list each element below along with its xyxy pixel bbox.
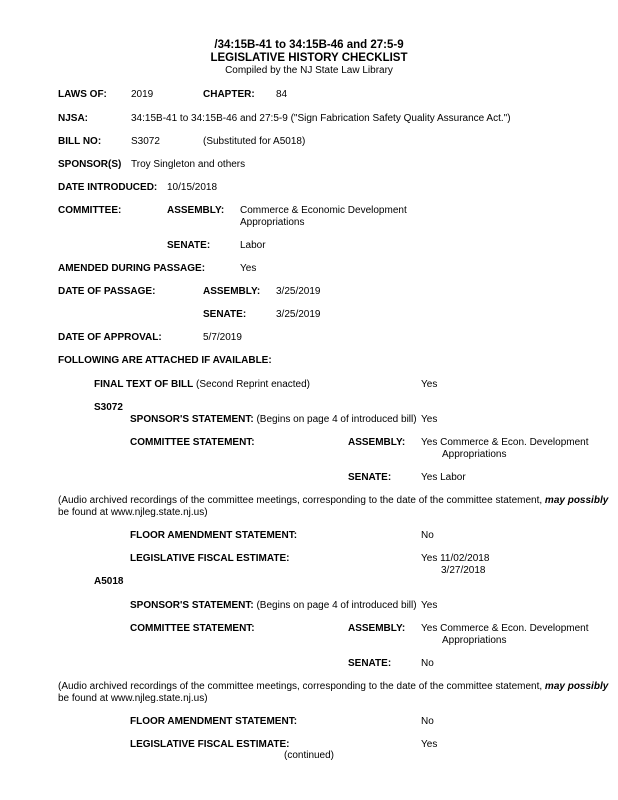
sponsors-value: Troy Singleton and others [131,159,246,170]
amended-label: AMENDED DURING PASSAGE: [58,263,206,274]
a5018-assembly-line2: Appropriations [442,635,507,646]
s3072-fiscal-line1: Yes 11/02/2018 [421,553,490,564]
s3072-sponsor-value: Yes [421,414,438,425]
final-text-row [94,379,310,391]
s3072-audio-note-emphasis: may possibly [544,495,609,506]
passage-label: DATE OF PASSAGE: [58,286,156,297]
passage-assembly-value: 3/25/2019 [276,286,321,297]
a5018-fiscal-value: Yes [421,739,438,750]
date-introduced-value: 10/15/2018 [167,182,218,193]
committee-label: COMMITTEE: [58,205,122,216]
a5018-sponsor-row [130,600,417,612]
a5018-sponsor-value: Yes [421,600,438,611]
a5018-audio-note-line1 [58,681,608,693]
amended-value: Yes [240,263,257,274]
s3072-assembly-line2: Appropriations [442,449,507,460]
final-text-value: Yes [421,379,438,390]
laws-of-value: 2019 [131,89,154,100]
final-text-label: FINAL TEXT OF BILL [94,379,194,390]
approval-value: 5/7/2019 [203,332,242,343]
passage-assembly-label: ASSEMBLY: [203,286,261,297]
approval-label: DATE OF APPROVAL: [58,332,162,343]
s3072-heading: S3072 [94,402,123,413]
s3072-audio-note-text: (Audio archived recordings of the committee meetings, corresponding to the date of the committee statement, [58,495,545,506]
a5018-audio-note-text: (Audio archived recordings of the committee meetings, corresponding to the date of the committee statement, [58,681,545,692]
bill-no-note: (Substituted for A5018) [203,136,306,147]
a5018-audio-note-emphasis: may possibly [544,681,609,692]
bill-no-value: S3072 [131,136,160,147]
s3072-sponsor-note: (Begins on page 4 of introduced bill) [256,414,417,425]
a5018-sponsor-note: (Begins on page 4 of introduced bill) [256,600,417,611]
document-title: /34:15B-41 to 34:15B-46 and 27:5-9 [214,39,404,51]
chapter-label: CHAPTER: [203,89,255,100]
a5018-fiscal-label: LEGISLATIVE FISCAL ESTIMATE: [130,739,290,750]
committee-assembly-line1: Commerce & Economic Development [240,205,407,216]
date-introduced-label: DATE INTRODUCED: [58,182,158,193]
committee-assembly-line2: Appropriations [240,217,305,228]
a5018-sponsor-label: SPONSOR'S STATEMENT: [130,600,254,611]
s3072-senate-label: SENATE: [348,472,392,483]
passage-senate-label: SENATE: [203,309,247,320]
s3072-sponsor-label: SPONSOR'S STATEMENT: [130,414,254,425]
s3072-assembly-line1: Yes Commerce & Econ. Development [421,437,589,448]
s3072-audio-note-line1 [58,495,608,507]
a5018-audio-note-line2: be found at www.njleg.state.nj.us) [58,693,208,704]
laws-of-label: LAWS OF: [58,89,107,100]
a5018-senate-value: No [421,658,434,669]
a5018-heading: A5018 [94,576,124,587]
final-text-note: (Second Reprint enacted) [196,379,311,390]
document-subtitle: LEGISLATIVE HISTORY CHECKLIST [210,52,408,64]
s3072-assembly-label: ASSEMBLY: [348,437,406,448]
attached-heading: FOLLOWING ARE ATTACHED IF AVAILABLE: [58,355,272,366]
njsa-label: NJSA: [58,113,89,124]
committee-senate-value: Labor [240,240,266,251]
bill-no-label: BILL NO: [58,136,102,147]
a5018-senate-label: SENATE: [348,658,392,669]
a5018-committee-label: COMMITTEE STATEMENT: [130,623,255,634]
a5018-assembly-label: ASSEMBLY: [348,623,406,634]
sponsors-label: SPONSOR(S) [58,159,122,170]
s3072-audio-note-line2: be found at www.njleg.state.nj.us) [58,507,208,518]
committee-senate-label: SENATE: [167,240,211,251]
compiled-by: Compiled by the NJ State Law Library [225,65,393,76]
passage-senate-value: 3/25/2019 [276,309,321,320]
a5018-floor-label: FLOOR AMENDMENT STATEMENT: [130,716,298,727]
s3072-fiscal-label: LEGISLATIVE FISCAL ESTIMATE: [130,553,290,564]
a5018-floor-value: No [421,716,434,727]
chapter-value: 84 [276,89,288,100]
committee-assembly-label: ASSEMBLY: [167,205,225,216]
s3072-sponsor-row [130,414,417,426]
s3072-senate-value: Yes Labor [421,472,466,483]
s3072-fiscal-line2: 3/27/2018 [441,565,486,576]
s3072-floor-value: No [421,530,434,541]
njsa-value: 34:15B-41 to 34:15B-46 and 27:5-9 ("Sign Fabrication Safety Quality Assurance Act.") [131,113,511,124]
s3072-committee-label: COMMITTEE STATEMENT: [130,437,255,448]
s3072-floor-label: FLOOR AMENDMENT STATEMENT: [130,530,298,541]
a5018-assembly-line1: Yes Commerce & Econ. Development [421,623,589,634]
continued-note: (continued) [283,750,335,761]
